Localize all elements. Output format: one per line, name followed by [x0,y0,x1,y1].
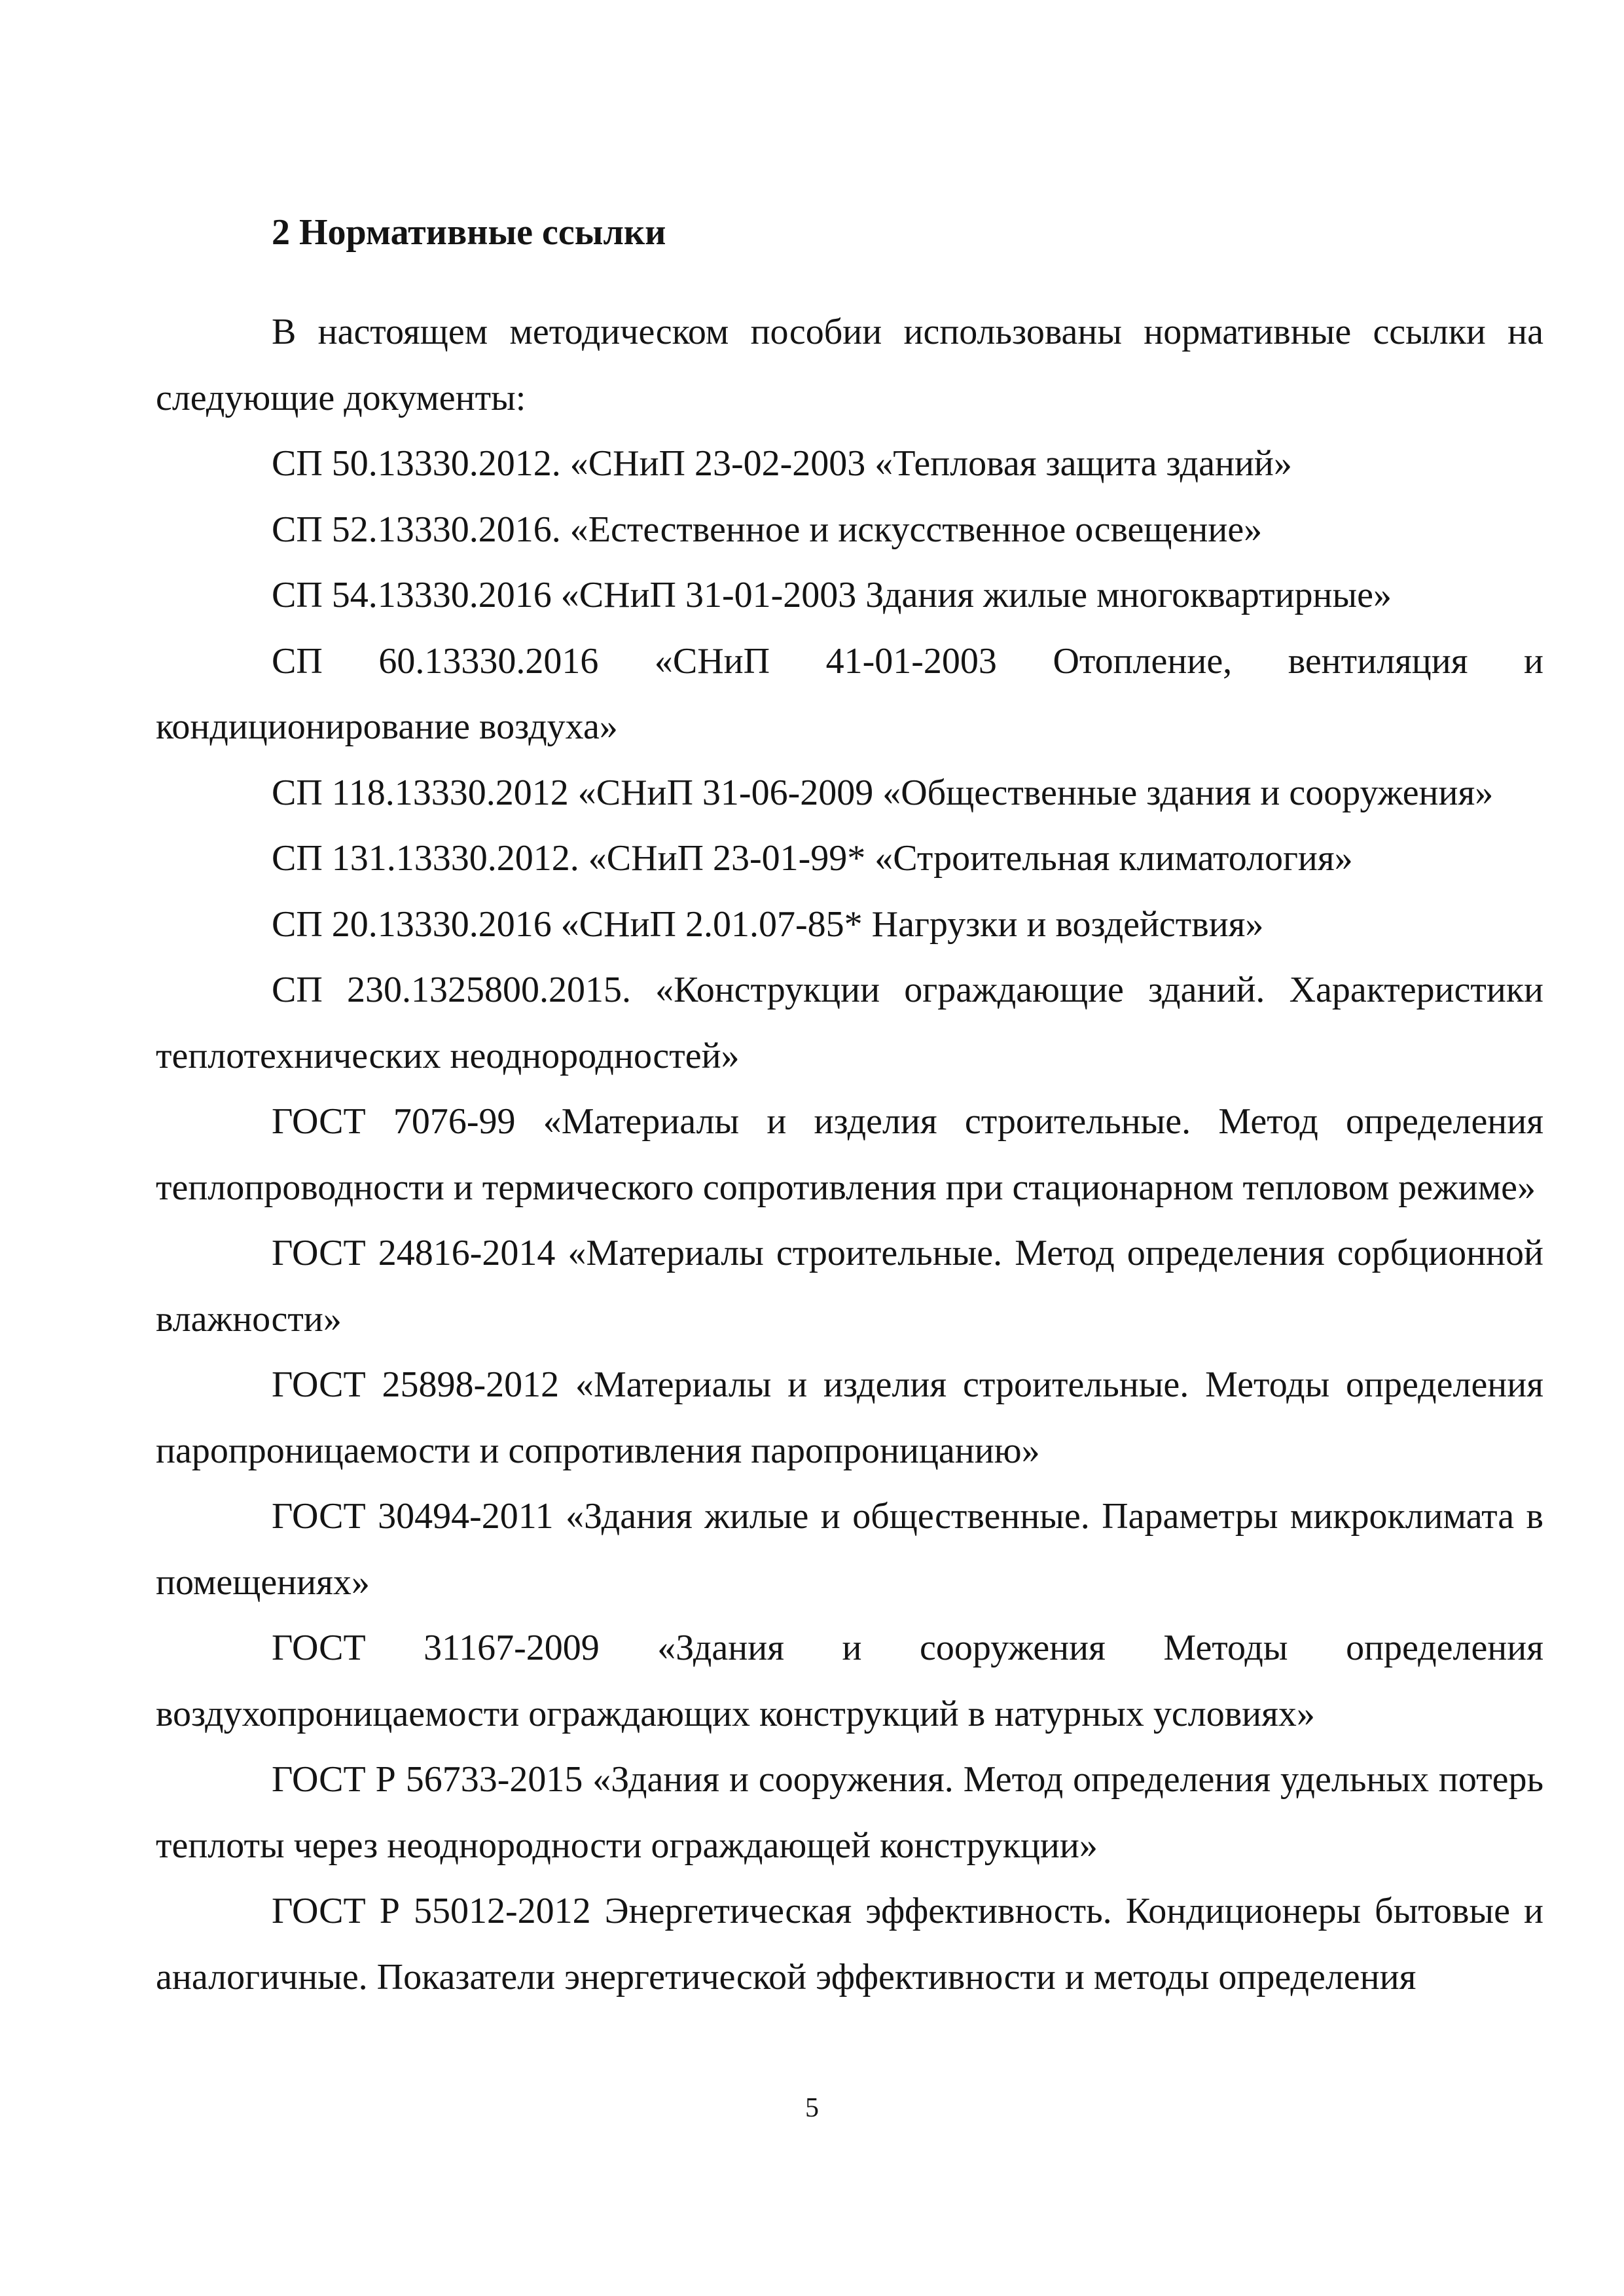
reference-item: ГОСТ 25898-2012 «Материалы и изделия строительные. Методы определения паропроницаемости и сопротивления паропроницанию» [156,1364,1543,1471]
reference-item: ГОСТ Р 56733-2015 «Здания и сооружения. Метод определения удельных потерь теплоты через неоднородности ограждающей конструкции» [156,1759,1543,1866]
reference-item: ГОСТ 30494-2011 «Здания жилые и общественные. Параметры микроклимата в помещениях» [156,1496,1543,1603]
reference-item: СП 230.1325800.2015. «Конструкции ограждающие зданий. Характеристики теплотехнических неоднородностей» [156,970,1543,1076]
reference-item: СП 118.13330.2012 «СНиП 31-06-2009 «Общественные здания и сооружения» [272,772,1494,813]
reference-item: ГОСТ 24816-2014 «Материалы строительные. Метод определения сорбционной влажности» [156,1233,1543,1339]
reference-item: ГОСТ 31167-2009 «Здания и сооружения Методы определения воздухопроницаемости ограждающих конструкций в натурных условиях» [156,1628,1543,1734]
reference-item: СП 60.13330.2016 «СНиП 41-01-2003 Отопление, вентиляция и кондиционирование воздуха» [156,640,1543,747]
page-number: 5 [805,2093,819,2123]
reference-item: ГОСТ Р 55012-2012 Энергетическая эффективность. Кондиционеры бытовые и аналогичные. Показатели энергетической эффективности и методы определения [156,1891,1543,1997]
page-content [156,200,1543,2010]
reference-item: СП 20.13330.2016 «СНиП 2.01.07-85* Нагрузки и воздействия» [272,903,1264,945]
reference-item: СП 54.13330.2016 «СНиП 31-01-2003 Здания жилые многоквартирные» [272,575,1392,615]
reference-item: ГОСТ 7076-99 «Материалы и изделия строительные. Метод определения теплопроводности и термического сопротивления при стационарном тепловом режиме» [156,1101,1543,1208]
reference-item: СП 52.13330.2016. «Естественное и искусственное освещение» [272,509,1263,550]
intro-paragraph: В настоящем методическом пособии использованы нормативные ссылки на следующие документы: [156,312,1543,418]
section-heading: 2 Нормативные ссылки [272,212,666,253]
reference-item: СП 50.13330.2012. «СНиП 23-02-2003 «Тепловая защита зданий» [272,443,1292,484]
reference-item: СП 131.13330.2012. «СНиП 23-01-99* «Строительная климатология» [272,838,1353,879]
